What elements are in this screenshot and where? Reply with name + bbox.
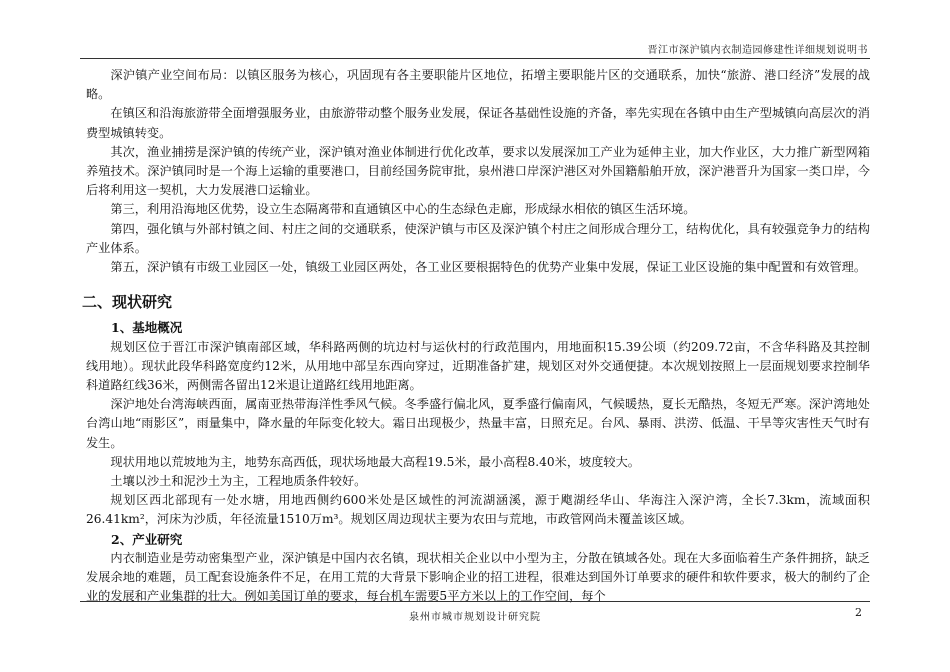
- footer-rule: [80, 601, 870, 602]
- paragraph: 深沪地处台湾海峡西面，属南亚热带海洋性季风气候。冬季盛行偏北风，夏季盛行偏南风，气候暖热，夏长无酷热，冬短无严寒。深沪湾地处台湾山地“雨影区”，雨量集中，降水量的年际变化较大。霜日出现极少，热量丰富，日照充足。台风、暴雨、洪涝、低温、干旱等灾害性天气时有发生。: [86, 397, 870, 450]
- paragraph: 规划区位于晋江市深沪镇南部区域，华科路两侧的坑边村与运伙村的行政范围内，用地面积15.39公顷（约209.72亩，不含华科路及其控制线用地）。现状此段华科路宽度约12米，从用地中部呈东西向穿过，近期准备扩建，规划区对外交通便捷。本次规划按照上一层面规划要求控制华科道路红线36米，两侧需各留出12米退让道路红线用地距离。: [86, 339, 870, 393]
- document-body: [82, 66, 870, 606]
- paragraph: 其次，渔业捕捞是深沪镇的传统产业，深沪镇对渔业体制进行优化改革，要求以发展深加工产业为延伸主业，加大作业区，大力推广新型网箱养殖技术。深沪镇同时是一个海上运输的重要港口，目前经国务院审批，泉州港口岸深沪港区对外国籍船舶开放，深沪港晋升为国家一类口岸，今后将利用这一契机，大力发展港口运输业。: [86, 144, 870, 198]
- paragraph: 第五，深沪镇有市级工业园区一处，镇级工业园区两处，各工业区要根据特色的优势产业集中发展，保证工业区设施的集中配置和有效管理。: [110, 260, 867, 275]
- paragraph: 现状用地以荒坡地为主，地势东高西低，现状场地最大高程19.5米，最小高程8.40米，坡度较大。: [110, 454, 640, 469]
- running-header: 晋江市深沪镇内衣制造园修建性详细规划说明书: [647, 45, 868, 56]
- section-heading: 二、现状研究: [82, 293, 173, 312]
- paragraph: 在镇区和沿海旅游带全面增强服务业，由旅游带动整个服务业发展，保证各基础性设施的齐备，率先实现在各镇中由生产型城镇向高层次的消费型城镇转变。: [86, 106, 870, 140]
- paragraph: 土壤以沙土和泥沙土为主，工程地质条件较好。: [110, 474, 367, 489]
- header-rule: [80, 58, 870, 59]
- subsection-heading: 1、基地概况: [111, 320, 183, 336]
- paragraph: 内衣制造业是劳动密集型产业，深沪镇是中国内衣名镇，现状相关企业以中小型为主，分散在镇域各处。现在大多面临着生产条件拥挤，缺乏发展余地的难题，员工配套设施条件不足，在用工荒的大背景下影响企业的招工进程，很难达到国外订单要求的硬件和软件要求，极大的制约了企业的发展和产业集群的壮大。例如美国订单的要求，每台机车需要5平方米以上的工作空间，每个: [86, 550, 870, 604]
- paragraph: 规划区西北部现有一处水塘，用地西侧约600米处是区域性的河流湖涵溪，源于飑湖经华山、华海注入深沪湾，全长7.3km，流域面积26.41km²，河床为沙质，年径流量1510万m³。规划区周边现状主要为农田与荒地，市政管网尚未覆盖该区域。: [86, 493, 870, 527]
- paragraph: 第四，强化镇与外部村镇之间、村庄之间的交通联系，使深沪镇与市区及深沪镇个村庄之间形成合理分工，结构优化，具有较强竞争力的结构产业体系。: [86, 221, 870, 255]
- paragraph: 深沪镇产业空间布局：以镇区服务为核心，巩固现有各主要职能片区地位，拓增主要职能片区的交通联系，加快“旅游、港口经济”发展的战略。: [86, 68, 870, 102]
- page-number: 2: [855, 606, 862, 619]
- footer-organization: 泉州市城市规划设计研究院: [409, 612, 541, 623]
- paragraph: 第三，利用沿海地区优势，设立生态隔离带和直通镇区中心的生态绿色走廊，形成绿水相依的镇区生活环境。: [110, 202, 696, 217]
- subsection-heading: 2、产业研究: [111, 531, 183, 547]
